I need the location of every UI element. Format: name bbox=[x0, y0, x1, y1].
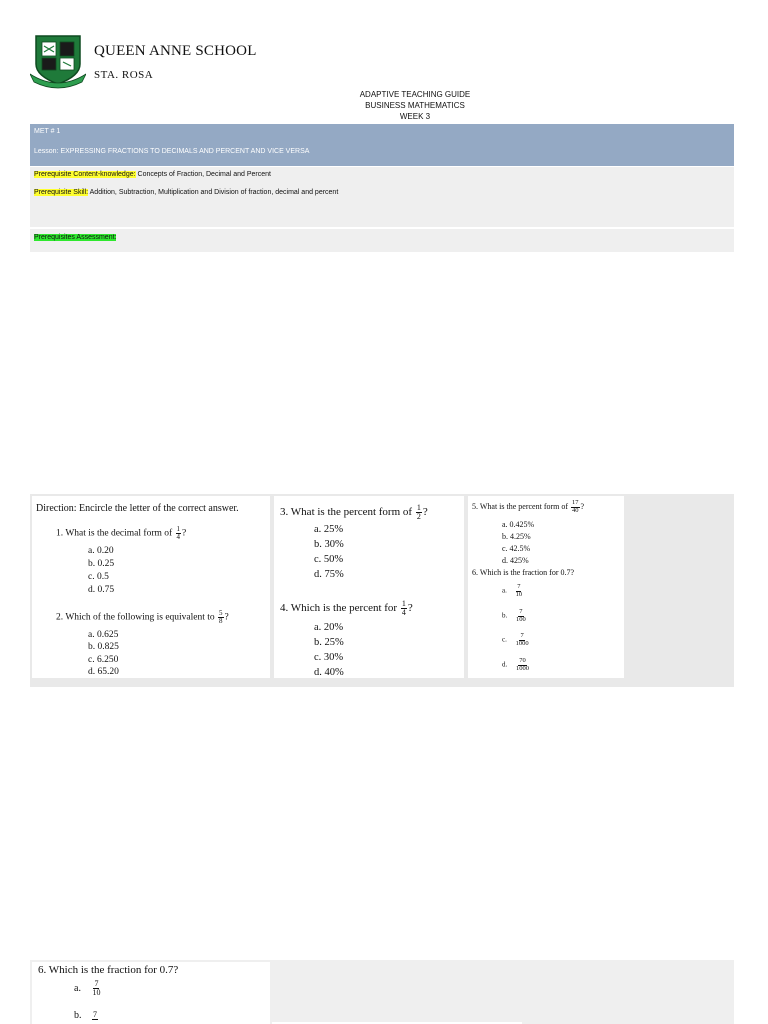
q2-option-b: b. 0.825 bbox=[88, 642, 119, 652]
q4-option-c: c. 30% bbox=[314, 652, 344, 663]
school-name: QUEEN ANNE SCHOOL bbox=[94, 43, 257, 59]
q1-option-a: a. 0.20 bbox=[88, 546, 114, 556]
question-1: 1. What is the decimal form of $\frac{1}{4}$ ? bbox=[56, 525, 187, 541]
q3-option-d: d. 75% bbox=[314, 569, 344, 580]
question-4: 4. Which is the percent for $\frac{1}{4}$ ? bbox=[280, 599, 413, 617]
q5-option-b: b. 4.25% bbox=[502, 532, 531, 541]
quiz-column-2 bbox=[274, 496, 464, 678]
question-5: 5. What is the percent form of $\frac{17}{40}$ ? bbox=[472, 499, 585, 514]
q3-option-c: c. 50% bbox=[314, 554, 344, 565]
q6-option-d: d. $\frac{70}{1000}$ bbox=[502, 657, 529, 672]
q5-option-c: c. 42.5% bbox=[502, 544, 531, 553]
bottom-q6-option-a: a. $\frac{7}{10}$ bbox=[74, 979, 101, 997]
q3-option-b: b. 30% bbox=[314, 539, 344, 550]
quiz-column-3 bbox=[468, 496, 624, 678]
q3-option-a: a. 25% bbox=[314, 524, 344, 535]
question-2: 2. Which of the following is equivalent to $\frac{5}{8}$ ? bbox=[56, 609, 229, 625]
q1-option-c: c. 0.5 bbox=[88, 572, 109, 582]
q6-option-c: c. $\frac{7}{1000}$ bbox=[502, 632, 529, 647]
q4-option-b: b. 25% bbox=[314, 637, 344, 648]
q6-option-a: a. $\frac{7}{10}$ bbox=[502, 583, 523, 598]
prereq-content-label: Prerequisite Content-knowledge: bbox=[34, 171, 136, 178]
bottom-question-6: 6. Which is the fraction for 0.7? bbox=[38, 964, 179, 976]
bottom-question-card bbox=[32, 962, 270, 1024]
q2-option-c: c. 6.250 bbox=[88, 655, 119, 665]
question-3: 3. What is the percent form of $\frac{1}{2}$ ? bbox=[280, 503, 428, 521]
q4-option-a: a. 20% bbox=[314, 622, 344, 633]
met-number: MET # 1 bbox=[34, 128, 61, 135]
q5-option-d: d. 425% bbox=[502, 556, 529, 565]
prereq-content-row bbox=[34, 171, 271, 178]
school-logo-icon bbox=[30, 30, 86, 90]
prereq-skill-row bbox=[34, 189, 338, 196]
guide-heading bbox=[300, 89, 530, 122]
prereq-skill-value: Addition, Subtraction, Multiplication and Division of fraction, decimal and percent bbox=[89, 189, 339, 196]
week-label: WEEK 3 bbox=[399, 112, 431, 121]
prereq-assessment-label: Prerequisites Assessment: bbox=[34, 234, 117, 241]
quiz-direction: Direction: Encircle the letter of the correct answer. bbox=[36, 503, 239, 514]
bottom-q6-option-b: b. 7 bbox=[74, 1010, 97, 1021]
prerequisites-panel bbox=[30, 167, 734, 227]
question-6: 6. Which is the fraction for 0.7? bbox=[472, 568, 575, 577]
quiz-column-1 bbox=[32, 496, 270, 678]
q1-option-d: d. 0.75 bbox=[88, 585, 115, 595]
quiz-panel bbox=[30, 494, 734, 687]
q5-option-a: a. 0.425% bbox=[502, 520, 535, 529]
met-header-bar bbox=[30, 124, 734, 166]
school-location: STA. ROSA bbox=[94, 69, 154, 81]
lesson-title: Lesson: EXPRESSING FRACTIONS TO DECIMALS AND PERCENT AND VICE VERSA bbox=[34, 148, 310, 155]
assessment-bar bbox=[30, 229, 734, 252]
q6-option-b: b. $\frac{7}{100}$ bbox=[502, 608, 526, 623]
prereq-content-value: Concepts of Fraction, Decimal and Percent bbox=[137, 171, 271, 178]
guide-title: ADAPTIVE TEACHING GUIDE bbox=[359, 90, 471, 99]
q1-option-b: b. 0.25 bbox=[88, 559, 115, 569]
q4-option-d: d. 40% bbox=[314, 667, 344, 678]
q2-option-a: a. 0.625 bbox=[88, 630, 119, 640]
subject-title: BUSINESS MATHEMATICS bbox=[365, 101, 465, 110]
q2-option-d: d. 65.20 bbox=[88, 667, 119, 677]
prereq-skill-label: Prerequisite Skill: bbox=[34, 189, 89, 196]
